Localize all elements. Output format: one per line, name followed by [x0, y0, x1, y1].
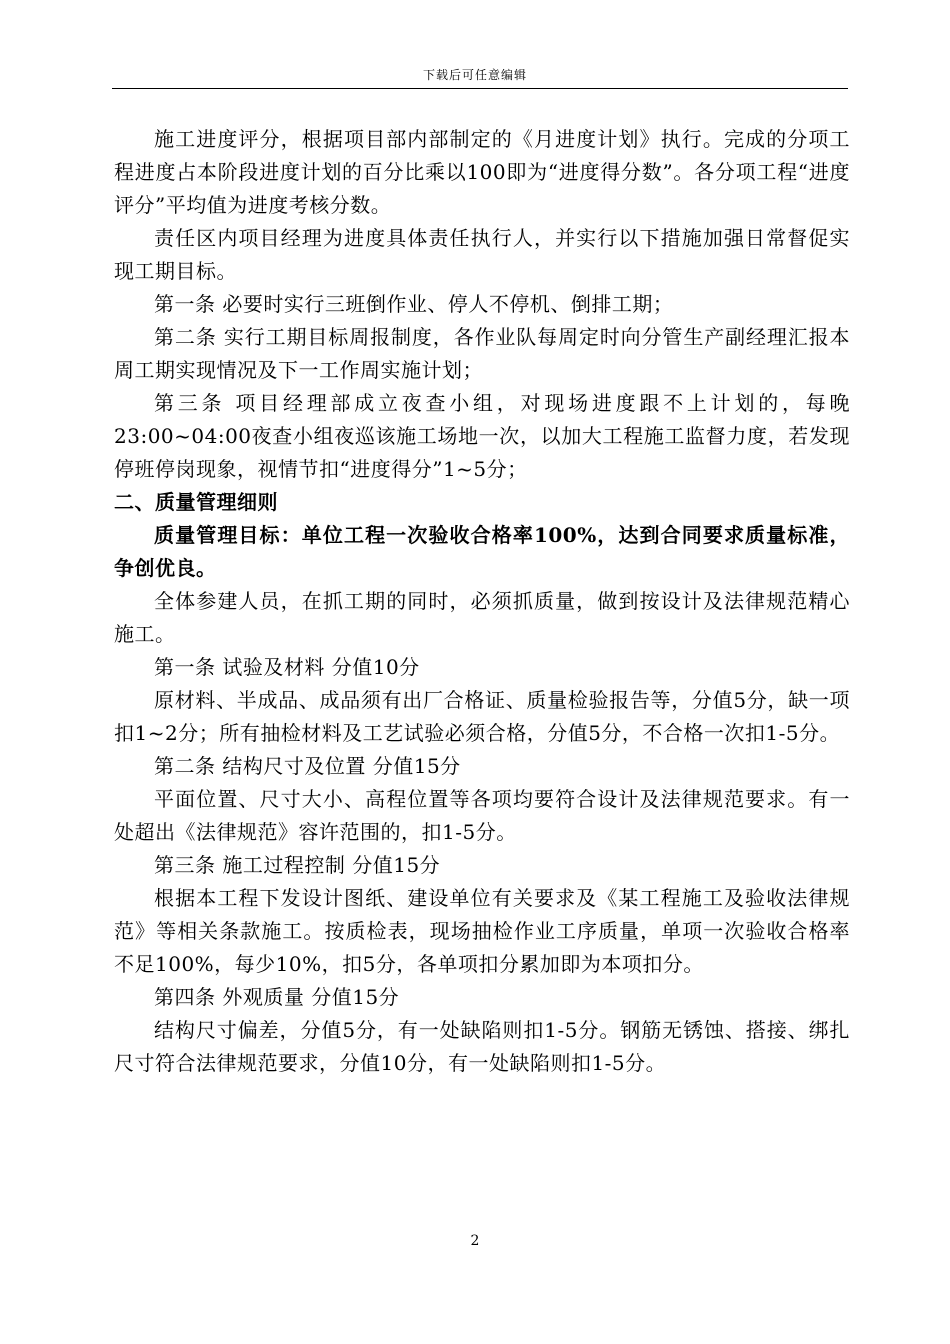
- section-heading-quality: 二、质量管理细则: [114, 490, 278, 514]
- header-rule: [112, 88, 848, 89]
- paragraph-responsibility: 责任区内项目经理为进度具体责任执行人，并实行以下措施加强日常督促实现工期目标。: [114, 226, 850, 283]
- paragraph-article-1: 第一条 必要时实行三班倒作业、停人不停机、倒排工期；: [154, 292, 674, 316]
- paragraph-quality-goal: 质量管理目标：单位工程一次验收合格率100%，达到合同要求质量标准，争创优良。: [114, 523, 850, 580]
- paragraph-appearance: 结构尺寸偏差，分值5分，有一处缺陷则扣1-5分。钢筋无锈蚀、搭接、绑扎尺寸符合法律规范要求，分值10分，有一处缺陷则扣1-5分。: [114, 1018, 850, 1075]
- page-header: 下载后可任意编辑: [422, 68, 527, 82]
- paragraph-article-2: 第二条 实行工期目标周报制度，各作业队每周定时向分管生产副经理汇报本周工期实现情况及下一工作周实施计划；: [114, 325, 850, 382]
- article-heading-appearance: 第四条 外观质量 分值15分: [154, 985, 400, 1009]
- document-body: [114, 123, 850, 1080]
- paragraph-materials: 原材料、半成品、成品须有出厂合格证、质量检验报告等，分值5分，缺一项扣1~2分；所有抽检材料及工艺试验必须合格，分值5分，不合格一次扣1-5分。: [114, 688, 850, 745]
- paragraph-progress-scoring: 施工进度评分，根据项目部内部制定的《月进度计划》执行。完成的分项工程进度占本阶段进度计划的百分比乘以100即为“进度得分数”。各分项工程“进度评分”平均值为进度考核分数。: [114, 127, 850, 217]
- article-heading-materials: 第一条 试验及材料 分值10分: [154, 655, 420, 679]
- paragraph-quality-general: 全体参建人员，在抓工期的同时，必须抓质量，做到按设计及法律规范精心施工。: [114, 589, 850, 646]
- article-heading-process-control: 第三条 施工过程控制 分值15分: [154, 853, 441, 877]
- paragraph-process-control: 根据本工程下发设计图纸、建设单位有关要求及《某工程施工及验收法律规范》等相关条款施工。按质检表，现场抽检作业工序质量，单项一次验收合格率不足100%，每少10%，扣5分，各单项扣分累加即为本项扣分。: [114, 886, 850, 976]
- paragraph-dimensions: 平面位置、尺寸大小、高程位置等各项均要符合设计及法律规范要求。有一处超出《法律规范》容许范围的，扣1-5分。: [114, 787, 850, 844]
- article-heading-dimensions: 第二条 结构尺寸及位置 分值15分: [154, 754, 461, 778]
- paragraph-article-3: 第三条 项目经理部成立夜查小组，对现场进度跟不上计划的，每晚23:00~04:00夜查小组夜巡该施工场地一次，以加大工程施工监督力度，若发现停班停岗现象，视情节扣“进度得分”1~5分；: [114, 391, 850, 481]
- page-number: 2: [470, 1233, 480, 1249]
